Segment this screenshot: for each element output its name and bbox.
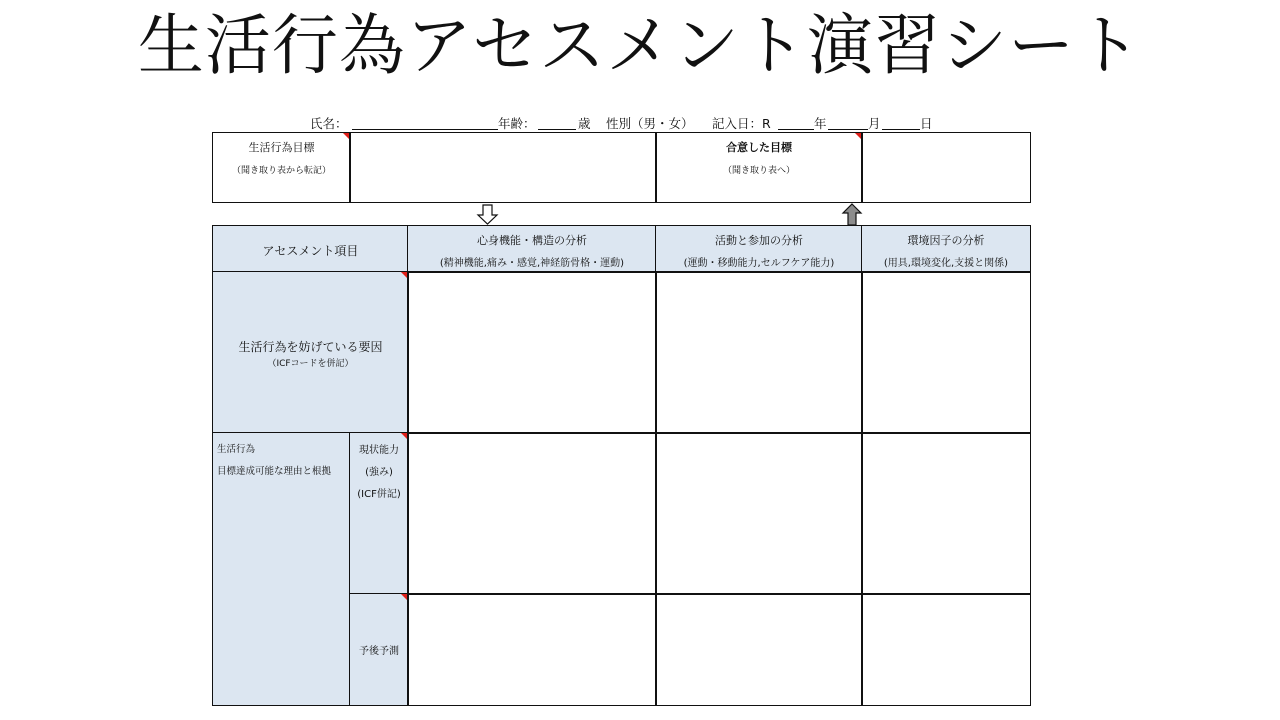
row-label-line2: 目標達成可能な理由と根拠	[217, 466, 332, 477]
current-ability-label-cell	[349, 432, 409, 595]
month-label: 月	[868, 116, 881, 131]
agreed-goal-note: （聞き取り表へ）	[722, 166, 795, 176]
column-header-activity	[655, 225, 863, 273]
current-activity-cell[interactable]	[655, 432, 863, 595]
sex-label[interactable]: 性別（男・女）	[606, 116, 694, 131]
name-label: 氏名：	[310, 116, 348, 131]
column-title: 環境因子の分析	[907, 234, 985, 247]
info-line	[300, 114, 960, 132]
current-ability-line3: (ICF併記)	[357, 489, 401, 500]
age-field[interactable]	[538, 129, 576, 130]
row-label: 生活行為を妨げている要因	[238, 340, 383, 354]
current-ability-line2: (強み)	[365, 467, 393, 478]
obstacles-body-function-cell[interactable]	[407, 271, 657, 434]
column-title: 活動と参加の分析	[715, 234, 803, 247]
obstacles-activity-cell[interactable]	[655, 271, 863, 434]
day-field[interactable]	[882, 129, 920, 130]
prognosis-label: 予後予測	[359, 646, 399, 657]
row-label-reasons	[212, 432, 351, 706]
agreed-goal-input-cell[interactable]	[861, 132, 1031, 203]
column-title: 心身機能・構造の分析	[477, 234, 587, 247]
assessment-item-label: アセスメント項目	[262, 244, 359, 258]
row-label-line1: 生活行為	[217, 444, 256, 455]
life-goal-note: （聞き取り表から転記）	[231, 166, 331, 176]
life-goal-input-cell[interactable]	[349, 132, 657, 203]
prognosis-activity-cell[interactable]	[655, 593, 863, 706]
age-unit: 歳	[578, 116, 591, 131]
assessment-item-header	[212, 225, 409, 273]
life-goal-label: 生活行為目標	[248, 141, 315, 154]
current-ability-line1: 現状能力	[359, 445, 399, 456]
agreed-goal-label-cell	[655, 132, 863, 203]
date-label: 記入日：R	[712, 116, 771, 131]
agreed-goal-label: 合意した目標	[726, 141, 792, 154]
current-environment-cell[interactable]	[861, 432, 1031, 595]
column-subtitle: (用具,環境変化,支援と関係)	[883, 258, 1009, 269]
day-label: 日	[920, 116, 933, 131]
column-subtitle: (運動・移動能力,セルフケア能力)	[683, 258, 835, 269]
column-header-environment	[861, 225, 1031, 273]
name-field[interactable]	[352, 129, 498, 130]
prognosis-label-cell	[349, 593, 409, 706]
current-body-function-cell[interactable]	[407, 432, 657, 595]
age-label: 年齢：	[498, 116, 536, 131]
obstacles-environment-cell[interactable]	[861, 271, 1031, 434]
down-arrow-icon	[476, 204, 500, 226]
life-goal-label-cell	[212, 132, 351, 203]
column-subtitle: (精神機能,痛み・感覚,神経筋骨格・運動)	[439, 258, 625, 269]
prognosis-body-function-cell[interactable]	[407, 593, 657, 706]
column-header-body-function	[407, 225, 657, 273]
year-label: 年	[814, 116, 827, 131]
month-field[interactable]	[828, 129, 868, 130]
row-sublabel: （ICFコードを併記）	[267, 359, 354, 369]
year-field[interactable]	[778, 129, 814, 130]
prognosis-environment-cell[interactable]	[861, 593, 1031, 706]
up-arrow-icon	[841, 203, 863, 227]
page-title: 生活行為アセスメント演習シート	[137, 7, 1143, 84]
row-label-obstacles	[212, 271, 409, 434]
